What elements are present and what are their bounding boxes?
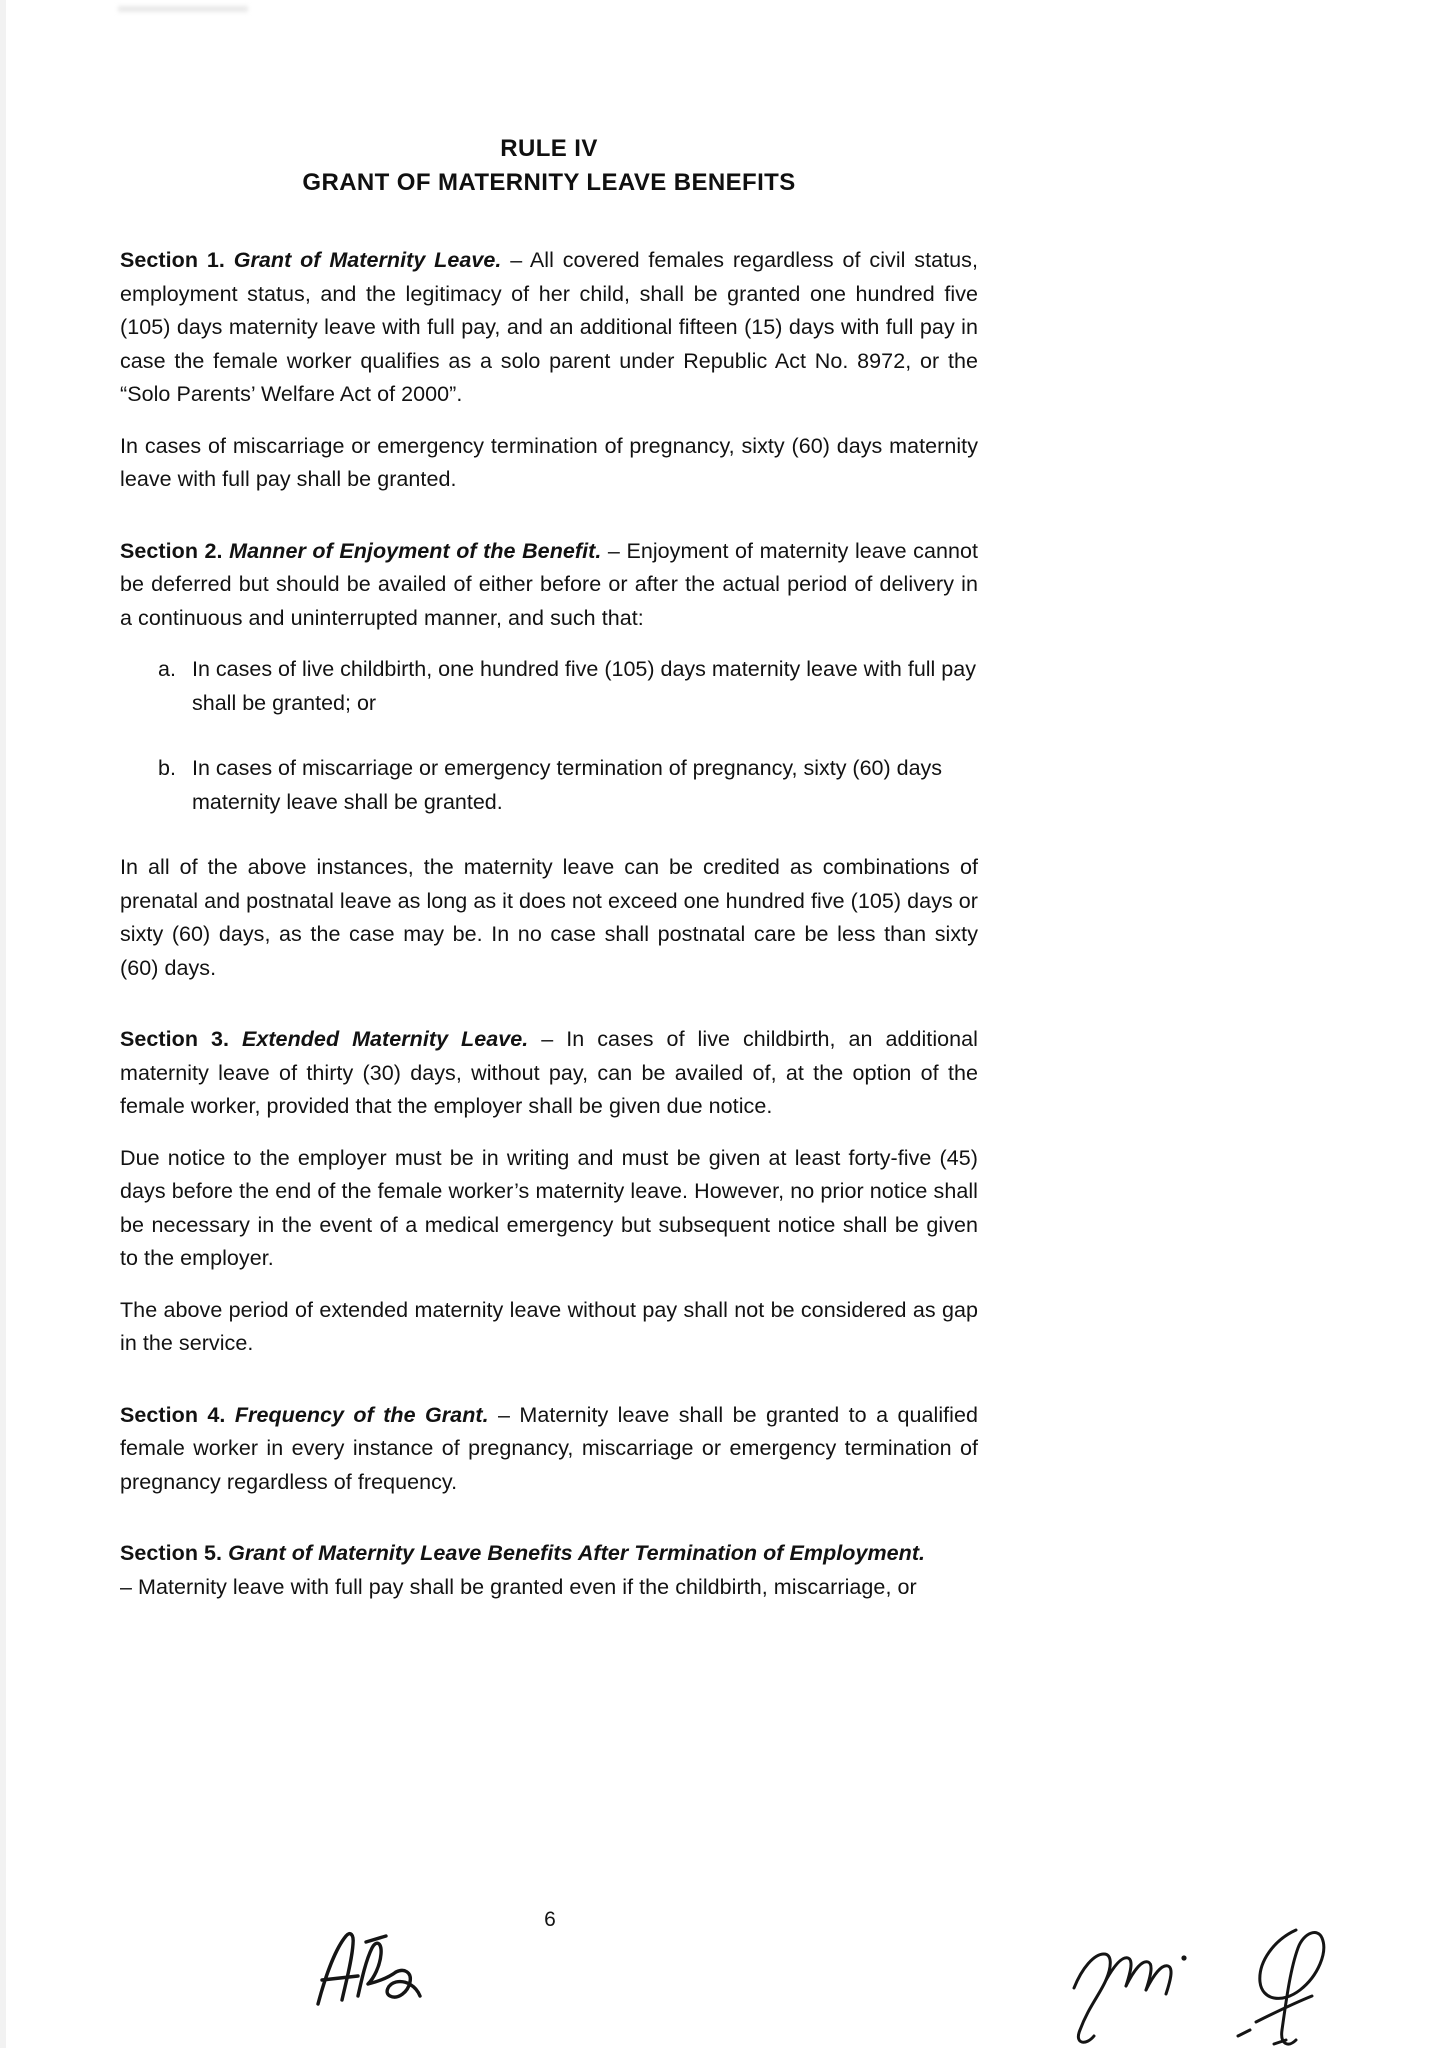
page-number: 6 (544, 1908, 556, 1931)
signature-right (1060, 1918, 1390, 2048)
section-2-title: Manner of Enjoyment of the Benefit. (229, 538, 602, 563)
section-5-body: – Maternity leave with full pay shall be granted even if the childbirth, miscarriage, or (120, 1574, 917, 1599)
section-3-paragraph (120, 1023, 978, 1124)
section-1-paragraph (120, 244, 978, 412)
section-1-label: Section 1. (120, 248, 225, 272)
section-2-list (120, 653, 978, 819)
list-item-marker: a. (158, 657, 176, 681)
section-4-body: – Maternity leave shall be granted to a qualified female worker in every instance of pregnancy, miscarriage or emergency termination of pregnancy regardless of frequency. (120, 1402, 979, 1494)
scan-artifact (118, 6, 248, 12)
section-4-title: Frequency of the Grant. (234, 1402, 489, 1427)
rule-title: RULE IV (500, 135, 598, 162)
section-2-closing-paragraph: In all of the above instances, the maternity leave can be credited as combinations of prenatal and postnatal leave as long as it does not exceed one hundred five (105) days or sixty (60) days, as the case may be. In no case shall postnatal care be less than sixty (60) days. (120, 855, 978, 980)
list-item-marker: b. (158, 756, 176, 780)
section-5-label: Section 5. (120, 1541, 223, 1565)
section-3-title: Extended Maternity Leave. (241, 1027, 529, 1051)
section-2-body: – Enjoyment of maternity leave cannot be deferred but should be availed of either before or after the actual period of delivery in a continuous and uninterrupted manner, and such that: (120, 538, 979, 630)
signature-left (300, 1926, 500, 2016)
list-item-text: In cases of miscarriage or emergency termination of pregnancy, sixty (60) days maternity leave shall be granted. (192, 756, 943, 814)
section-1-paragraph-2: In cases of miscarriage or emergency termination of pregnancy, sixty (60) days maternity leave with full pay shall be granted. (120, 433, 978, 491)
scan-left-edge (0, 0, 6, 2048)
section-3-paragraph-2: Due notice to the employer must be in writing and must be given at least forty-five (45) days before the end of the female worker’s maternity leave. However, no prior notice shall be necessary in the event of a medical emergency but subsequent notice shall be given to the employer. (120, 1145, 978, 1270)
document-body (120, 132, 978, 1622)
section-1-body: – All covered females regardless of civil status, employment status, and the legitimacy of her child, shall be granted one hundred five (105) days maternity leave with full pay, and an additional fifteen (15) days with full pay in case the female worker qualifies as a solo parent under Republic Act No. 8972, or the “Solo Parents’ Welfare Act of 2000”. (120, 248, 978, 406)
list-item (120, 653, 978, 720)
section-3-body: – In cases of live childbirth, an additional maternity leave of thirty (30) days, without pay, can be availed of, at the option of the female worker, provided that the employer shall be given due notice. (120, 1027, 978, 1118)
list-item-text: In cases of live childbirth, one hundred five (105) days maternity leave with full pay shall be granted; or (192, 657, 976, 715)
section-5-title: Grant of Maternity Leave Benefits After Termination of Employment. (228, 1541, 926, 1565)
page-footer (0, 1908, 1448, 2048)
section-1-title: Grant of Maternity Leave. (233, 248, 502, 272)
section-2-paragraph (120, 535, 978, 636)
section-4-label: Section 4. (120, 1402, 226, 1427)
section-3-paragraph-3: The above period of extended maternity leave without pay shall not be considered as gap in the service. (120, 1297, 978, 1355)
section-3-label: Section 3. (120, 1027, 229, 1051)
section-4-paragraph (120, 1399, 978, 1500)
section-5-paragraph (120, 1537, 978, 1604)
list-item (120, 752, 978, 819)
rule-subtitle: GRANT OF MATERNITY LEAVE BENEFITS (302, 169, 796, 196)
section-2-label: Section 2. (120, 538, 223, 563)
